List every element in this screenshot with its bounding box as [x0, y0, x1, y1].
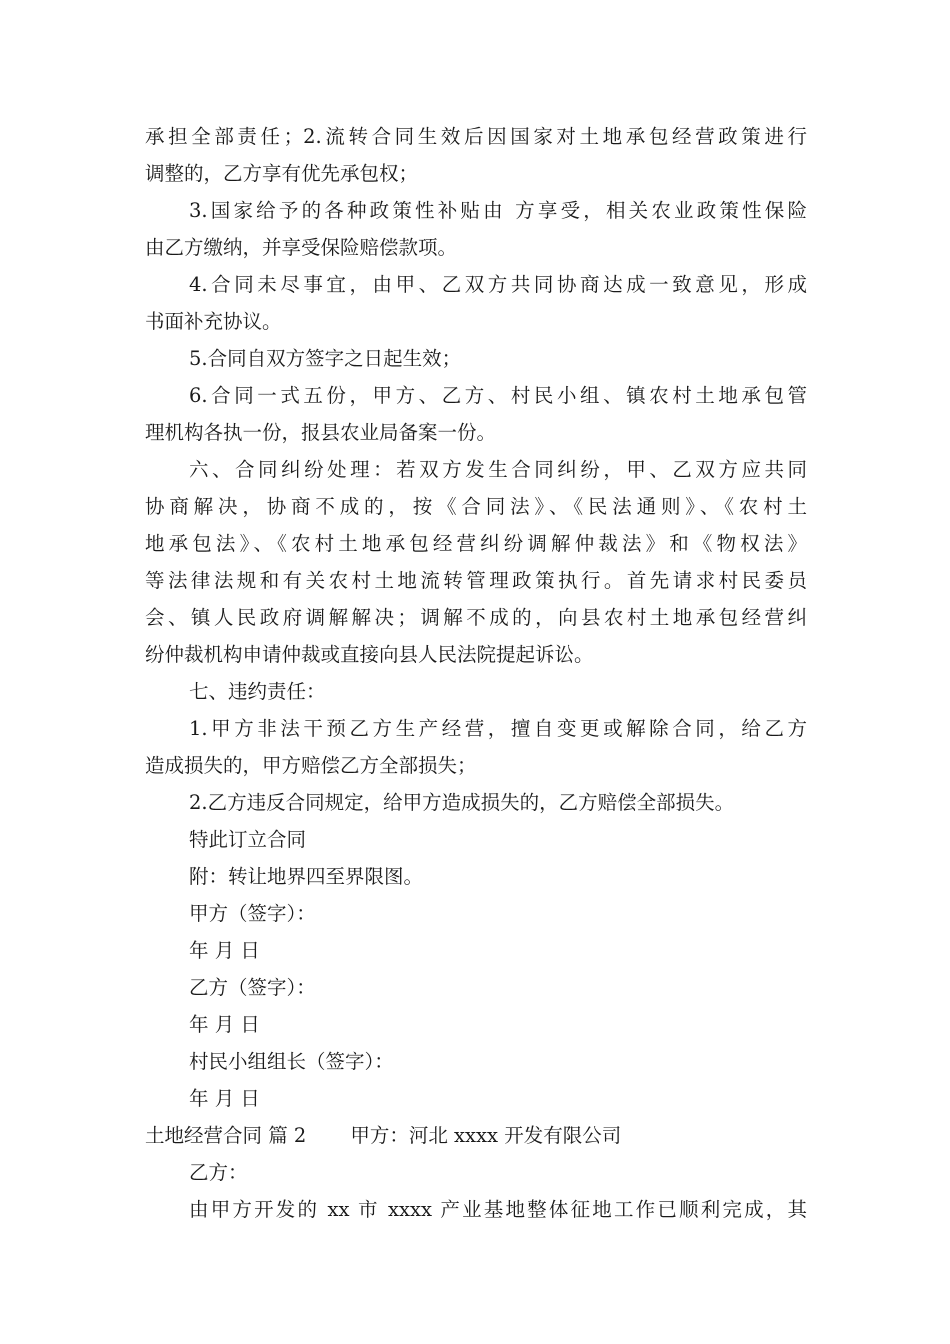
text-line: 理机构各执一份，报县农业局备案一份。 — [145, 421, 497, 444]
text-line: 由甲方开发的 xx 市 xxxx 产业基地整体征地工作已顺利完成，其 — [189, 1198, 807, 1221]
document-page — [145, 118, 807, 1228]
text-line: 等法律法规和有关农村土地流转管理政策执行。首先请求村民委员 — [145, 569, 807, 592]
text-line: 6.合同一式五份，甲方、乙方、村民小组、镇农村土地承包管 — [189, 384, 807, 407]
text-line: 1.甲方非法干预乙方生产经营，擅自变更或解除合同，给乙方 — [189, 717, 807, 740]
section-title: 土地经营合同 篇 2 — [145, 1124, 307, 1147]
text-line: 特此订立合同 — [189, 828, 307, 851]
text-line: 由乙方缴纳，并享受保险赔偿款项。 — [145, 236, 458, 259]
text-line: 年 月 日 — [189, 939, 260, 962]
text-line: 协商解决，协商不成的，按《合同法》、《民法通则》、《农村土 — [145, 495, 807, 518]
text-line: 调整的，乙方享有优先承包权； — [145, 162, 419, 185]
text-line: 2.乙方违反合同规定，给甲方造成损失的，乙方赔偿全部损失。 — [189, 791, 735, 814]
text-line: 造成损失的，甲方赔偿乙方全部损失； — [145, 754, 477, 777]
text-line: 5.合同自双方签字之日起生效； — [189, 347, 462, 370]
text-line: 承担全部责任；2.流转合同生效后因国家对土地承包经营政策进行 — [145, 125, 807, 148]
text-line: 会、镇人民政府调解解决；调解不成的，向县农村土地承包经营纠 — [145, 606, 807, 629]
text-line: 村民小组组长（签字）： — [189, 1050, 394, 1073]
text-line: 纷仲裁机构申请仲裁或直接向县人民法院提起诉讼。 — [145, 643, 594, 666]
text-line: 七、违约责任： — [189, 680, 326, 703]
document-tail — [145, 1154, 807, 1228]
text-line: 书面补充协议。 — [145, 310, 282, 333]
section-heading — [145, 1117, 807, 1154]
text-line: 3.国家给予的各种政策性补贴由 方享受，相关农业政策性保险 — [189, 199, 807, 222]
text-line: 地承包法》、《农村土地承包经营纠纷调解仲裁法》和《物权法》 — [145, 532, 807, 555]
text-line: 甲方（签字）： — [189, 902, 316, 925]
text-line: 乙方： — [189, 1161, 248, 1184]
text-line: 附：转让地界四至界限图。 — [189, 865, 424, 888]
text-line: 4.合同未尽事宜，由甲、乙双方共同协商达成一致意见，形成 — [189, 273, 807, 296]
text-line: 年 月 日 — [189, 1087, 260, 1110]
text-line: 乙方（签字）： — [189, 976, 316, 999]
text-line: 年 月 日 — [189, 1013, 260, 1036]
party-a-line: 甲方：河北 xxxx 开发有限公司 — [350, 1124, 622, 1147]
text-line: 六、合同纠纷处理：若双方发生合同纠纷，甲、乙双方应共同 — [189, 458, 807, 481]
document-body — [145, 118, 807, 1117]
